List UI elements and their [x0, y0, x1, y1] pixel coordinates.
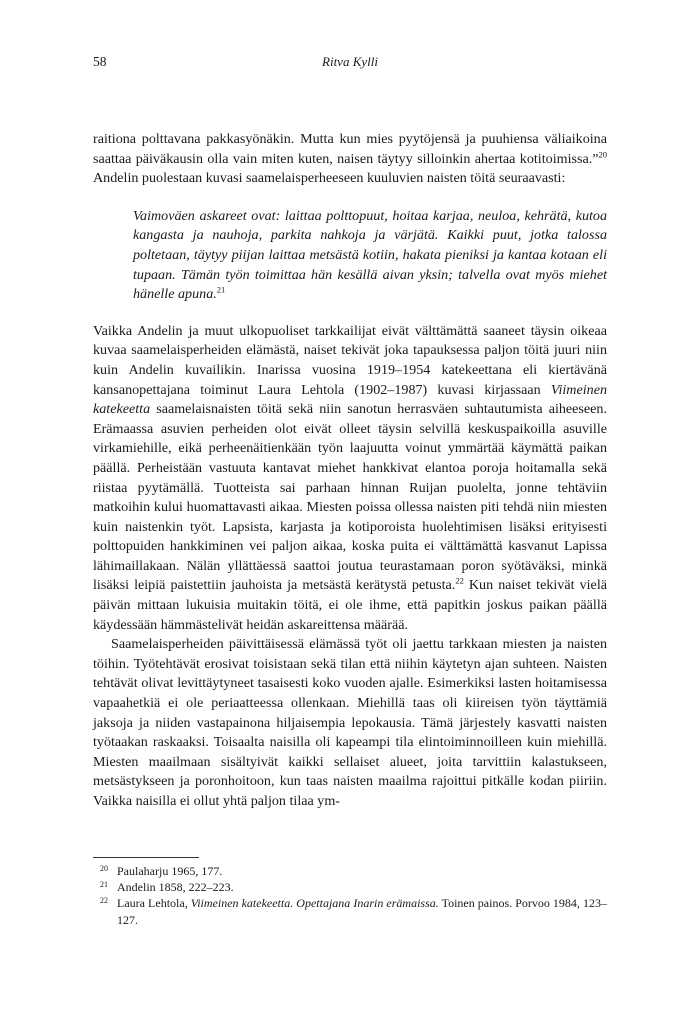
body-text [93, 130, 607, 812]
footnote-divider [93, 857, 199, 858]
running-title: Ritva Kylli [322, 54, 378, 69]
footnote-22 [93, 895, 607, 927]
footnote-21 [93, 879, 607, 895]
footnote-book-title: Viimeinen katekeetta. Opettajana Inarin erämaissa. [190, 896, 439, 911]
footnote-ref-22[interactable]: 22 [455, 575, 464, 586]
paragraph-2: Vaikka Andelin ja muut ulkopuoliset tarkkailijat eivät välttämättä saaneet täysin oikeaa kuvaa saamelaisperheiden elämästä, naiset tekivät joka tapauksessa paljon töitä juuri niin kuin Andelin kuvailikin. Inarissa vuosina 1919–1954 katekeettana eli kiertävänä kansanopettajana toiminut Laura Lehtola (1902–1987) kuvasi kirjassaan Viimeinen katekeetta saamelaisnaisten töitä sekä niin sanotun herrasväen suhtautumista aiheeseen. Erämaassa asuvien perheiden olot eivät olleet täysin selvillä keskuspaikoilla asuville virkamiehille, eikä perheenäitienkään työn laajuutta voinut ymmärtää käymättä paikan päällä. Perheistään vastuuta kantavat miehet hankkivat elantoa poroja hoitamalla sekä riistaa pyytämällä. Tuotteista sai parhaan hinnan Ruijan puolelta, jonne tehtäviin matkoihin kului huomattavasti aikaa. Miesten poissa ollessa naisten piti tehdä niin miesten kuin naistenkin työt. Lapsista, karjasta ja kotiporoista huolehtimisen lisäksi erityisesti polttopuiden hankkiminen vei paljon aikaa, koska puita ei välttämättä kasvanut Lapissa lähimaillakaan. Nälän yllättäessä saattoi joutua teurastamaan poron syötäväksi, minkä lisäksi leipiä paistettiin jauhoista ja metsästä kerätystä petusta.$^{22}$ Kun naiset tekivät vielä päivän mittaan lukuisia muitakin töitä, ei ole ihme, että papitkin joskus paikan päällä käydessään hämmästelivät heidän askareittensa määrää. [93, 322, 607, 633]
block-quote: Vaimoväen askareet ovat: laittaa polttopuut, hoitaa karjaa, neuloa, kehrätä, kutoa kangasta ja nauhoja, parkita nahkoja ja värjätä. Kaikki puut, jotka talossa poltetaan, täytyy piijan laittaa metsästä kotiin, hakata pieniksi ja kantaa kotaan eli tupaan. Tämän työn toimittaa hän kesällä aivan yksin; talvella ovat myös miehet hänelle apuna.$^{21}$ [133, 207, 607, 303]
footnote-number: 21 [100, 880, 108, 890]
footnote-ref-21[interactable]: 21 [216, 284, 226, 295]
paragraph-1: raitiona polttavana pakkasyönäkin. Mutta kun mies pyytöjensä ja puuhiensa väliaikoina saattaa päiväkausin olla vain miten kuten, naisen täytyy silloinkin ahertaa kotitoimissa.”$^{20}$ Andelin puolestaan kuvasi saamelaisperheeseen kuuluvien naisten töitä seuraavasti: [93, 131, 607, 187]
footnote-number: 20 [100, 864, 108, 873]
page-header [93, 54, 607, 74]
footnote-text: Laura Lehtola, [117, 896, 191, 911]
paragraph-3: Saamelaisperheiden päivittäisessä elämässä työt oli jaettu tarkkaan miesten ja naisten töihin. Työtehtävät erosivat toisistaan sekä tilan että niihin käytetyn ajan suhteen. Naisten tehtävät olivat levittäytyneet tasaisesti koko vuoden ajalle. Esimerkiksi lasten hoitamisessa vapaahetkiä ei ole periaatteessa ollenkaan. Miehillä taas oli kiireisen työn täyttämiä jaksoja ja niiden vastapainona hiljaisempia lepokausia. Tämä järjestely kasvatti naisten työtaakan raskaaksi. Toisaalta naisilla oli kapeampi tila elintoiminnoilleen kuin miehillä. Miesten maailmaan sisältyivät kaikki sellaiset alueet, joita tarvittiin kalastukseen, metsästykseen ja poronhoitoon, kun taas naisten maailma rajoittui pitkälle kodan piiriin. Vaikka naisilla ei ollut yhtä paljon tilaa ym- [93, 636, 607, 809]
book-title: Viimeinen katekeetta [93, 381, 607, 418]
footnote-number: 22 [100, 896, 108, 906]
footnotes [93, 863, 607, 928]
footnote-text: Paulaharju 1965, 177. [117, 864, 223, 878]
page-number: 58 [93, 54, 107, 69]
footnote-20 [93, 863, 607, 879]
footnote-text: Andelin 1858, 222–223. [117, 880, 234, 895]
footnote-ref-20[interactable]: 20 [598, 148, 607, 159]
footnote-text: Toinen painos. Porvoo 1984, 123–127. [117, 896, 607, 927]
